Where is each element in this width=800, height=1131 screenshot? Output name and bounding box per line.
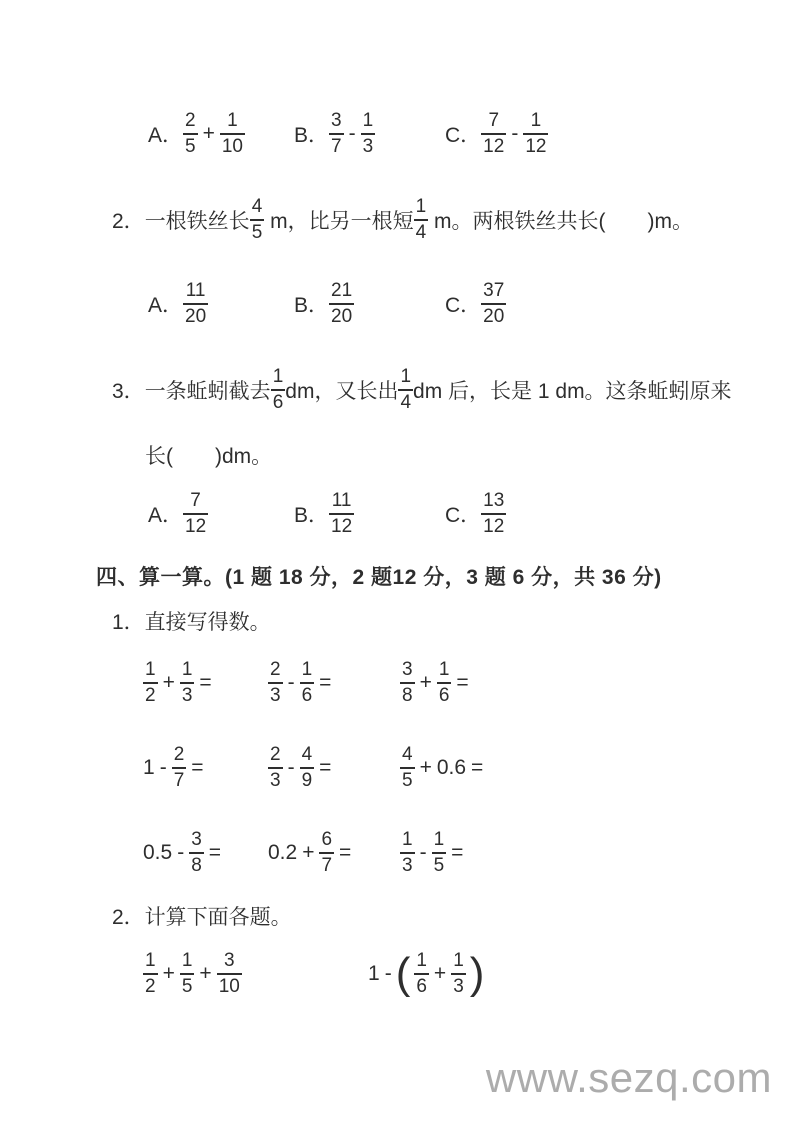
fraction-bar — [398, 389, 413, 391]
fraction-bar — [481, 513, 506, 515]
text-token: - — [287, 756, 295, 780]
calc-expression — [268, 829, 351, 877]
calc-expression — [400, 744, 483, 792]
fraction — [268, 744, 283, 792]
fraction-bar — [329, 513, 354, 515]
text-token: - — [177, 841, 185, 865]
fraction — [220, 110, 245, 158]
option-expression — [183, 490, 208, 538]
fraction-denominator: 10 — [218, 976, 240, 997]
fraction — [183, 280, 208, 328]
fraction — [523, 110, 548, 158]
fraction-bar — [523, 133, 548, 135]
fraction-bar — [183, 303, 208, 305]
calc-cell — [268, 829, 400, 877]
text-token: - — [287, 671, 295, 695]
text-token: + — [419, 756, 432, 780]
fraction-numerator: 3 — [402, 659, 413, 680]
text-token: + — [433, 962, 447, 986]
option-label: C． — [445, 504, 482, 528]
fraction-denominator: 7 — [173, 770, 185, 791]
text-token: m。两根铁丝共长( )m。 — [428, 210, 693, 234]
fraction-bar — [400, 852, 415, 854]
fraction-denominator: 20 — [185, 306, 207, 327]
fraction-denominator: 6 — [301, 685, 313, 706]
fraction-bar — [189, 852, 204, 854]
text-token: dm 后，长是 1 dm。这条蚯蚓原来 — [413, 380, 732, 404]
fraction-denominator: 4 — [415, 222, 427, 243]
calc-cell — [400, 829, 463, 877]
fraction — [180, 659, 195, 707]
text-token: 0.5 — [143, 841, 173, 865]
option-label: B． — [294, 504, 330, 528]
fraction-numerator: 4 — [402, 744, 413, 765]
fraction-numerator: 1 — [362, 110, 374, 131]
option-b — [294, 110, 445, 158]
text-token: + — [202, 122, 215, 146]
fraction-denominator: 12 — [185, 516, 207, 537]
fraction — [400, 744, 415, 792]
text-token: 1 — [143, 756, 155, 780]
fraction-bar — [300, 767, 315, 769]
text-token: - — [419, 841, 427, 865]
fraction — [481, 490, 506, 538]
fraction-bar — [143, 682, 158, 684]
text-token: = — [319, 756, 332, 780]
text-token: 0.6 — [436, 756, 467, 780]
fraction-denominator: 4 — [400, 392, 412, 413]
text-token: = — [208, 841, 222, 865]
fraction-bar — [481, 133, 506, 135]
text-token: + — [162, 962, 175, 986]
option-a — [148, 110, 294, 158]
fraction-denominator: 2 — [145, 976, 156, 997]
fraction — [481, 280, 506, 328]
fraction — [189, 829, 204, 877]
fraction-bar — [437, 682, 452, 684]
option-expression — [329, 490, 354, 538]
fraction-denominator: 12 — [483, 516, 505, 537]
fraction — [180, 950, 195, 998]
option-b — [294, 490, 445, 538]
subtask-1-label: 1．直接写得数。 — [112, 611, 271, 634]
fraction-bar — [300, 682, 315, 684]
text-token: m，比另一根短 — [264, 210, 414, 234]
text-token: = — [319, 671, 332, 695]
fraction — [329, 490, 354, 538]
text-token: 一根铁丝长 — [144, 210, 250, 234]
fraction-denominator: 7 — [331, 136, 342, 157]
fraction-bar — [400, 767, 415, 769]
calc-cell — [143, 829, 268, 877]
fraction-denominator: 5 — [402, 770, 413, 791]
option-expression — [329, 280, 354, 328]
option-c — [445, 110, 548, 158]
option-a — [148, 280, 294, 328]
fraction-numerator: 1 — [453, 950, 464, 971]
text-token: dm，又长出 — [285, 380, 399, 404]
question-3 — [112, 366, 732, 414]
fraction — [271, 366, 286, 414]
calc-expression — [143, 659, 212, 707]
calc-expression — [400, 659, 469, 707]
question-number: 3． — [112, 380, 145, 404]
fraction-denominator: 3 — [270, 685, 281, 706]
fraction — [183, 490, 208, 538]
fraction-bar — [414, 219, 429, 221]
calc-cell — [400, 744, 483, 792]
option-expression — [481, 110, 548, 158]
fraction-bar — [414, 973, 429, 975]
calc-row-4 — [143, 950, 483, 998]
fraction-numerator: 3 — [191, 829, 202, 850]
fraction-numerator: 1 — [227, 110, 238, 131]
question-text — [145, 366, 732, 414]
calc-row-3 — [143, 829, 463, 877]
text-token: = — [339, 841, 352, 865]
calc-cell — [268, 659, 400, 707]
fraction-numerator: 1 — [415, 196, 427, 217]
fraction — [143, 659, 158, 707]
fraction-denominator: 8 — [402, 685, 413, 706]
fraction — [217, 950, 242, 998]
fraction-bar — [172, 767, 187, 769]
fraction-bar — [180, 682, 195, 684]
fraction-numerator: 3 — [223, 950, 235, 971]
text-token: = — [456, 671, 469, 695]
fraction-denominator: 3 — [270, 770, 281, 791]
text-token: 1 — [368, 962, 380, 986]
option-expression — [481, 490, 506, 538]
fraction — [432, 829, 447, 877]
text-token: - — [159, 756, 167, 780]
fraction — [400, 659, 415, 707]
fraction-denominator: 20 — [331, 306, 353, 327]
option-label: A． — [148, 504, 184, 528]
fraction-bar — [268, 767, 283, 769]
fraction — [143, 950, 158, 998]
fraction — [437, 659, 452, 707]
fraction-denominator: 5 — [433, 855, 445, 876]
text-token: = — [191, 756, 204, 780]
calc-cell — [400, 659, 469, 707]
fraction — [451, 950, 466, 998]
choice-row-2 — [148, 280, 506, 328]
calc-expression — [143, 950, 242, 998]
option-a — [148, 490, 294, 538]
text-token: - — [348, 122, 356, 146]
fraction-bar — [329, 303, 354, 305]
fraction-bar — [481, 303, 506, 305]
fraction-bar — [250, 219, 265, 221]
fraction — [300, 659, 315, 707]
option-expression — [329, 110, 375, 158]
fraction-denominator: 5 — [181, 976, 193, 997]
text-token: = — [471, 756, 484, 780]
fraction-bar — [319, 852, 334, 854]
fraction-numerator: 1 — [438, 659, 450, 680]
section-heading: 四、算一算。(1 题 18 分，2 题12 分，3 题 6 分，共 36 分) — [96, 566, 662, 589]
fraction-denominator: 3 — [181, 685, 193, 706]
fraction-numerator: 4 — [301, 744, 313, 765]
text-token: = — [199, 671, 212, 695]
fraction-denominator: 3 — [453, 976, 464, 997]
fraction-denominator: 7 — [321, 855, 333, 876]
text-token: = — [451, 841, 464, 865]
fraction — [319, 829, 334, 877]
fraction-denominator: 12 — [525, 136, 547, 157]
option-label: A． — [148, 294, 184, 318]
fraction-numerator: 1 — [272, 366, 284, 387]
text-token: + — [302, 841, 315, 865]
fraction-numerator: 1 — [530, 110, 542, 131]
fraction-denominator: 10 — [221, 136, 243, 157]
calc-cell — [368, 950, 483, 998]
fraction-denominator: 2 — [145, 685, 156, 706]
fraction-denominator: 6 — [438, 685, 450, 706]
fraction-numerator: 13 — [483, 490, 505, 511]
option-expression — [183, 280, 208, 328]
fraction-bar — [361, 133, 376, 135]
fraction-numerator: 11 — [185, 280, 206, 301]
fraction-denominator: 5 — [251, 222, 263, 243]
calc-cell — [143, 950, 368, 998]
fraction-bar — [451, 973, 466, 975]
fraction-numerator: 4 — [251, 196, 263, 217]
fraction-bar — [432, 852, 447, 854]
fraction-denominator: 3 — [362, 136, 374, 157]
option-b — [294, 280, 445, 328]
option-c — [445, 280, 506, 328]
fraction-numerator: 1 — [400, 366, 412, 387]
fraction — [398, 366, 413, 414]
option-label: C． — [445, 124, 482, 148]
fraction-denominator: 9 — [301, 770, 313, 791]
fraction-numerator: 2 — [185, 110, 196, 131]
calc-cell — [143, 744, 268, 792]
fraction-bar — [183, 513, 208, 515]
text-token: + — [199, 962, 212, 986]
fraction-numerator: 6 — [321, 829, 333, 850]
fraction-bar — [400, 682, 415, 684]
fraction — [250, 196, 265, 244]
fraction-numerator: 7 — [488, 110, 500, 131]
calc-expression — [268, 659, 331, 707]
fraction-bar — [143, 973, 158, 975]
fraction — [268, 659, 283, 707]
calc-cell — [143, 659, 268, 707]
fraction-numerator: 1 — [433, 829, 445, 850]
text-token: 一条蚯蚓截去 — [144, 380, 271, 404]
fraction-bar — [268, 682, 283, 684]
fraction-denominator: 20 — [483, 306, 505, 327]
text-token: - — [511, 122, 519, 146]
fraction — [183, 110, 198, 158]
fraction-numerator: 3 — [331, 110, 342, 131]
calc-row-1 — [143, 659, 469, 707]
fraction — [481, 110, 506, 158]
choice-row-1 — [148, 110, 548, 158]
fraction — [329, 110, 344, 158]
question-3-continuation: 长( )dm。 — [145, 445, 273, 468]
fraction-denominator: 5 — [185, 136, 196, 157]
question-text — [145, 196, 693, 244]
fraction-bar — [271, 389, 286, 391]
subtask-2-label: 2．计算下面各题。 — [112, 906, 292, 929]
text-token: - — [384, 962, 392, 986]
fraction-numerator: 11 — [331, 490, 352, 511]
fraction-numerator: 1 — [301, 659, 313, 680]
calc-cell — [268, 744, 400, 792]
question-number: 2． — [112, 210, 145, 234]
calc-expression: 1 - ( $\frac{1}{6}$ + $\frac{1}{3}$ ) — [368, 949, 485, 999]
option-label: B． — [294, 294, 330, 318]
fraction-denominator: 6 — [272, 392, 284, 413]
fraction-numerator: 21 — [331, 280, 353, 301]
fraction-bar — [220, 133, 245, 135]
fraction — [414, 950, 429, 998]
fraction-numerator: 1 — [416, 950, 427, 971]
fraction-numerator: 37 — [483, 280, 505, 301]
option-label: C． — [445, 294, 482, 318]
fraction-numerator: 1 — [181, 659, 193, 680]
option-label: A． — [148, 124, 184, 148]
text-token: 0.2 — [268, 841, 298, 865]
fraction — [400, 829, 415, 877]
fraction-numerator: 1 — [181, 950, 193, 971]
option-expression — [183, 110, 245, 158]
fraction-denominator: 8 — [191, 855, 202, 876]
fraction — [172, 744, 187, 792]
calc-expression — [143, 744, 204, 792]
fraction-bar — [329, 133, 344, 135]
text-token: + — [419, 671, 432, 695]
calc-expression — [400, 829, 463, 877]
fraction-numerator: 1 — [402, 829, 413, 850]
fraction-numerator: 1 — [145, 659, 156, 680]
fraction-denominator: 6 — [416, 976, 427, 997]
fraction-numerator: 2 — [173, 744, 185, 765]
fraction-numerator: 2 — [270, 744, 281, 765]
fraction-bar — [183, 133, 198, 135]
option-expression — [481, 280, 506, 328]
calc-expression — [268, 744, 331, 792]
fraction — [414, 196, 429, 244]
fraction-numerator: 2 — [270, 659, 281, 680]
fraction-bar — [217, 973, 242, 975]
choice-row-3 — [148, 490, 506, 538]
calc-row-2 — [143, 744, 483, 792]
fraction-bar — [180, 973, 195, 975]
fraction-denominator: 3 — [402, 855, 413, 876]
option-c — [445, 490, 506, 538]
fraction-denominator: 12 — [483, 136, 505, 157]
watermark: www.sezq.com — [485, 1054, 772, 1101]
fraction-denominator: 12 — [331, 516, 353, 537]
question-2 — [112, 196, 693, 244]
fraction — [300, 744, 315, 792]
option-label: B． — [294, 124, 330, 148]
fraction — [361, 110, 376, 158]
fraction — [329, 280, 354, 328]
fraction-numerator: 7 — [190, 490, 201, 511]
text-token: + — [162, 671, 175, 695]
calc-expression — [143, 829, 221, 877]
fraction-numerator: 1 — [145, 950, 156, 971]
